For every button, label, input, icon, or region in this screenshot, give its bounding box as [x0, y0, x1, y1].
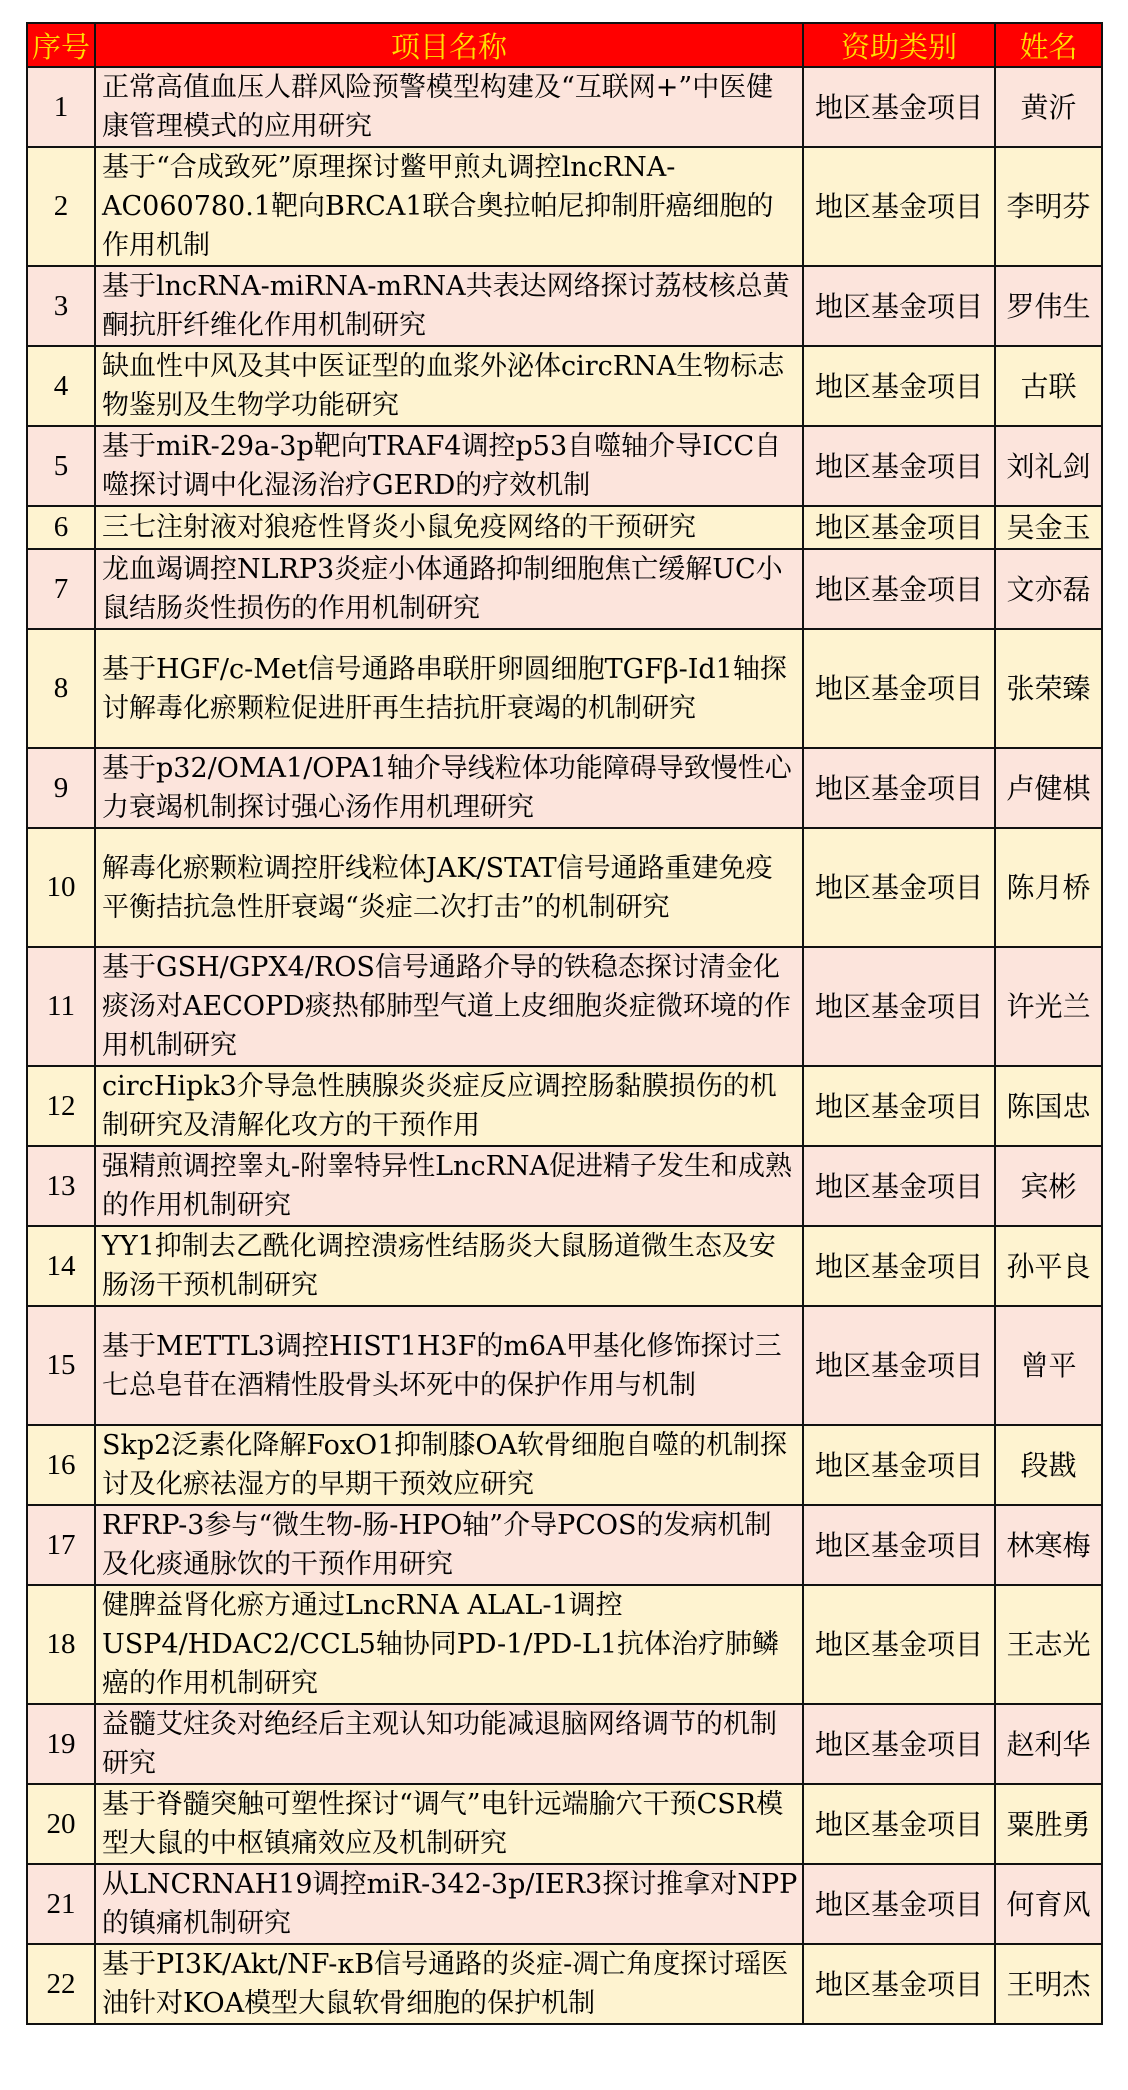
row-index: 12 [27, 1066, 95, 1146]
row-index: 11 [27, 947, 95, 1066]
row-funding-type: 地区基金项目 [803, 1066, 995, 1146]
row-funding-type: 地区基金项目 [803, 1585, 995, 1704]
row-project-name: 基于PI3K/Akt/NF-κB信号通路的炎症-凋亡角度探讨瑶医油针对KOA模型大鼠软骨细胞的保护机制 [95, 1944, 803, 2024]
row-funding-type: 地区基金项目 [803, 266, 995, 346]
row-person: 孙平良 [995, 1226, 1102, 1306]
row-project-name: RFRP-3参与“微生物-肠-HPO轴”介导PCOS的发病机制及化痰通脉饮的干预作用研究 [95, 1505, 803, 1585]
row-index: 13 [27, 1146, 95, 1226]
row-project-name: 强精煎调控睾丸-附睾特异性LncRNA促进精子发生和成熟的作用机制研究 [95, 1146, 803, 1226]
row-funding-type: 地区基金项目 [803, 947, 995, 1066]
row-funding-type: 地区基金项目 [803, 1425, 995, 1505]
row-person: 陈国忠 [995, 1066, 1102, 1146]
row-funding-type: 地区基金项目 [803, 346, 995, 426]
row-person: 古联 [995, 346, 1102, 426]
row-project-name: circHipk3介导急性胰腺炎炎症反应调控肠黏膜损伤的机制研究及清解化攻方的干预作用 [95, 1066, 803, 1146]
row-person: 文亦磊 [995, 549, 1102, 629]
table-row [27, 629, 1102, 748]
row-index: 15 [27, 1306, 95, 1425]
row-index: 3 [27, 266, 95, 346]
row-index: 5 [27, 426, 95, 506]
table-row [27, 828, 1102, 947]
row-project-name: 基于HGF/c-Met信号通路串联肝卵圆细胞TGFβ-Id1轴探讨解毒化瘀颗粒促进肝再生拮抗肝衰竭的机制研究 [95, 629, 803, 748]
table-row [27, 1585, 1102, 1704]
table-row [27, 549, 1102, 629]
table-row [27, 1306, 1102, 1425]
row-person: 罗伟生 [995, 266, 1102, 346]
row-index: 8 [27, 629, 95, 748]
row-person: 张荣臻 [995, 629, 1102, 748]
table-row [27, 1066, 1102, 1146]
row-index: 9 [27, 748, 95, 828]
table-row [27, 266, 1102, 346]
row-index: 2 [27, 147, 95, 266]
row-person: 段戡 [995, 1425, 1102, 1505]
row-person: 陈月桥 [995, 828, 1102, 947]
row-funding-type: 地区基金项目 [803, 1146, 995, 1226]
row-funding-type: 地区基金项目 [803, 549, 995, 629]
table-row [27, 748, 1102, 828]
row-project-name: YY1抑制去乙酰化调控溃疡性结肠炎大鼠肠道微生态及安肠汤干预机制研究 [95, 1226, 803, 1306]
row-project-name: 基于miR-29a-3p靶向TRAF4调控p53自噬轴介导ICC自噬探讨调中化湿汤治疗GERD的疗效机制 [95, 426, 803, 506]
row-person: 王明杰 [995, 1944, 1102, 2024]
row-project-name: 缺血性中风及其中医证型的血浆外泌体circRNA生物标志物鉴别及生物学功能研究 [95, 346, 803, 426]
row-index: 18 [27, 1585, 95, 1704]
row-person: 赵利华 [995, 1704, 1102, 1784]
row-person: 黄沂 [995, 67, 1102, 147]
table-row [27, 1784, 1102, 1864]
row-funding-type: 地区基金项目 [803, 1864, 995, 1944]
table-row [27, 346, 1102, 426]
row-person: 吴金玉 [995, 506, 1102, 549]
header-row [27, 23, 1102, 67]
row-person: 卢健棋 [995, 748, 1102, 828]
header-project-name: 项目名称 [95, 23, 803, 67]
row-funding-type: 地区基金项目 [803, 748, 995, 828]
row-index: 6 [27, 506, 95, 549]
row-person: 何育风 [995, 1864, 1102, 1944]
table-row [27, 147, 1102, 266]
row-project-name: Skp2泛素化降解FoxO1抑制膝OA软骨细胞自噬的机制探讨及化瘀祛湿方的早期干预效应研究 [95, 1425, 803, 1505]
header-person: 姓名 [995, 23, 1102, 67]
row-person: 曾平 [995, 1306, 1102, 1425]
table-body [27, 67, 1102, 2024]
row-project-name: 正常高值血压人群风险预警模型构建及“互联网+”中医健康管理模式的应用研究 [95, 67, 803, 147]
row-index: 20 [27, 1784, 95, 1864]
table-row [27, 1146, 1102, 1226]
row-project-name: 益髓艾炷灸对绝经后主观认知功能减退脑网络调节的机制研究 [95, 1704, 803, 1784]
table-row [27, 1505, 1102, 1585]
row-funding-type: 地区基金项目 [803, 1784, 995, 1864]
row-funding-type: 地区基金项目 [803, 67, 995, 147]
row-index: 21 [27, 1864, 95, 1944]
table-row [27, 1864, 1102, 1944]
table-row [27, 947, 1102, 1066]
row-index: 17 [27, 1505, 95, 1585]
table-row [27, 1425, 1102, 1505]
row-index: 22 [27, 1944, 95, 2024]
row-index: 4 [27, 346, 95, 426]
row-funding-type: 地区基金项目 [803, 1505, 995, 1585]
row-index: 19 [27, 1704, 95, 1784]
row-person: 李明芬 [995, 147, 1102, 266]
row-project-name: 健脾益肾化瘀方通过LncRNA ALAL-1调控USP4/HDAC2/CCL5轴协同PD-1/PD-L1抗体治疗肺鳞癌的作用机制研究 [95, 1585, 803, 1704]
row-project-name: 解毒化瘀颗粒调控肝线粒体JAK/STAT信号通路重建免疫平衡拮抗急性肝衰竭“炎症二次打击”的机制研究 [95, 828, 803, 947]
table-row [27, 426, 1102, 506]
table-row [27, 1944, 1102, 2024]
row-project-name: 基于GSH/GPX4/ROS信号通路介导的铁稳态探讨清金化痰汤对AECOPD痰热郁肺型气道上皮细胞炎症微环境的作用机制研究 [95, 947, 803, 1066]
table-header [27, 23, 1102, 67]
row-project-name: 基于“合成致死”原理探讨鳖甲煎丸调控lncRNA-AC060780.1靶向BRCA1联合奥拉帕尼抑制肝癌细胞的作用机制 [95, 147, 803, 266]
row-funding-type: 地区基金项目 [803, 506, 995, 549]
row-funding-type: 地区基金项目 [803, 1704, 995, 1784]
table-row [27, 506, 1102, 549]
row-project-name: 龙血竭调控NLRP3炎症小体通路抑制细胞焦亡缓解UC小鼠结肠炎性损伤的作用机制研究 [95, 549, 803, 629]
row-person: 宾彬 [995, 1146, 1102, 1226]
row-person: 林寒梅 [995, 1505, 1102, 1585]
row-index: 16 [27, 1425, 95, 1505]
row-person: 王志光 [995, 1585, 1102, 1704]
row-project-name: 三七注射液对狼疮性肾炎小鼠免疫网络的干预研究 [95, 506, 803, 549]
row-person: 刘礼剑 [995, 426, 1102, 506]
row-index: 10 [27, 828, 95, 947]
row-project-name: 基于脊髓突触可塑性探讨“调气”电针远端腧穴干预CSR模型大鼠的中枢镇痛效应及机制研究 [95, 1784, 803, 1864]
table-row [27, 1704, 1102, 1784]
row-person: 许光兰 [995, 947, 1102, 1066]
row-funding-type: 地区基金项目 [803, 629, 995, 748]
funded-projects-table [26, 22, 1103, 2025]
table-row [27, 67, 1102, 147]
row-index: 14 [27, 1226, 95, 1306]
row-funding-type: 地区基金项目 [803, 1944, 995, 2024]
row-funding-type: 地区基金项目 [803, 426, 995, 506]
row-project-name: 基于p32/OMA1/OPA1轴介导线粒体功能障碍导致慢性心力衰竭机制探讨强心汤作用机理研究 [95, 748, 803, 828]
header-index: 序号 [27, 23, 95, 67]
row-project-name: 基于lncRNA-miRNA-mRNA共表达网络探讨荔枝核总黄酮抗肝纤维化作用机制研究 [95, 266, 803, 346]
row-project-name: 从LNCRNAH19调控miR-342-3p/IER3探讨推拿对NPP的镇痛机制研究 [95, 1864, 803, 1944]
row-index: 1 [27, 67, 95, 147]
row-funding-type: 地区基金项目 [803, 1226, 995, 1306]
row-index: 7 [27, 549, 95, 629]
row-funding-type: 地区基金项目 [803, 828, 995, 947]
row-project-name: 基于METTL3调控HIST1H3F的m6A甲基化修饰探讨三七总皂苷在酒精性股骨头坏死中的保护作用与机制 [95, 1306, 803, 1425]
row-funding-type: 地区基金项目 [803, 1306, 995, 1425]
header-funding-type: 资助类别 [803, 23, 995, 67]
table-row [27, 1226, 1102, 1306]
row-funding-type: 地区基金项目 [803, 147, 995, 266]
row-person: 粟胜勇 [995, 1784, 1102, 1864]
